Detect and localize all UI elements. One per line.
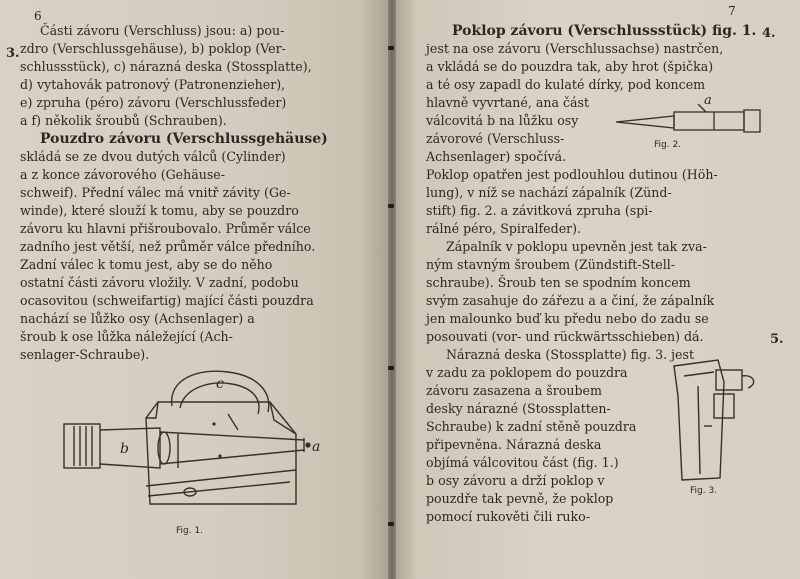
text-line: Achsenlager) spočívá. bbox=[426, 149, 567, 164]
text-line: nachází se lůžko osy (Achsenlager) a bbox=[20, 311, 255, 326]
text-line: závoru ku hlavni přišroubovalo. Průměr válce bbox=[20, 221, 311, 236]
margin-section-mark: 3. bbox=[6, 46, 20, 61]
text-line: zadního jest větší, než průměr válce předního. bbox=[20, 239, 316, 254]
figure-3-drawing bbox=[654, 356, 764, 484]
text-line: svým zasahuje do zářezu a a činí, že zápalník bbox=[426, 293, 715, 308]
text-line: a f) několik šroubů (Schrauben). bbox=[20, 113, 227, 128]
page-number: 7 bbox=[728, 4, 736, 18]
section-heading: Pouzdro závoru (Verschlussgehäuse) bbox=[40, 131, 328, 147]
text-line: posouvati (vor- und rückwärtsschieben) dá. bbox=[426, 329, 704, 344]
text-line: schlussstück), c) nárazná deska (Stossplatte), bbox=[20, 59, 312, 74]
text-line: desky nárazné (Stossplatten- bbox=[426, 401, 611, 416]
margin-section-mark: 4. bbox=[762, 26, 776, 41]
text-line: připevněna. Nárazná deska bbox=[426, 437, 602, 452]
text-line: ostatní části závoru vložily. V zadní, podobu bbox=[20, 275, 299, 290]
text-line: schraube). Šroub ten se spodním koncem bbox=[426, 275, 691, 290]
text-line: hlavně vyvrtané, ana část bbox=[426, 95, 590, 110]
text-line: rálné péro, Spiralfeder). bbox=[426, 221, 582, 236]
text-line: závorové (Verschluss- bbox=[426, 131, 565, 146]
text-line: a vkládá se do pouzdra tak, aby hrot (špička) bbox=[426, 59, 714, 74]
text-line: lung), v níž se nachází zápalník (Zünd- bbox=[426, 185, 672, 200]
figure-2-drawing bbox=[614, 98, 764, 142]
text-line: jest na ose závoru (Verschlussachse) nastrčen, bbox=[426, 41, 724, 56]
text-line: schweif). Přední válec má vnitř závity (Ge- bbox=[20, 185, 291, 200]
text-line: v zadu za poklopem do pouzdra bbox=[426, 365, 628, 380]
binding-stitch bbox=[388, 204, 394, 208]
text-line: objímá válcovitou část (fig. 1.) bbox=[426, 455, 619, 470]
text-line: skládá se ze dvou dutých válců (Cylinder) bbox=[20, 149, 286, 164]
text-line: Části závoru (Verschluss) jsou: a) pou- bbox=[40, 23, 285, 38]
section-heading-line: Nárazná deska (Stossplatte) fig. 3. jest bbox=[446, 347, 695, 362]
text-line: Poklop opatřen jest podlouhlou dutinou (Höh- bbox=[426, 167, 718, 182]
text-line: e) zpruha (péro) závoru (Verschlussfeder) bbox=[20, 95, 287, 110]
text-line: závoru zasazena a šroubem bbox=[426, 383, 602, 398]
figure-1-drawing bbox=[60, 364, 330, 524]
text-line: b osy závoru a drží poklop v bbox=[426, 473, 605, 488]
book-gutter bbox=[388, 0, 396, 579]
binding-stitch bbox=[388, 366, 394, 370]
figure-3-caption: Fig. 3. bbox=[690, 486, 718, 496]
text-line: pouzdře tak pevně, že poklop bbox=[426, 491, 614, 506]
text-line: Zadní válec k tomu jest, aby se do něho bbox=[20, 257, 273, 272]
left-page bbox=[0, 0, 392, 579]
binding-stitch bbox=[388, 522, 394, 526]
figure-1-caption: Fig. 1. bbox=[176, 526, 204, 536]
margin-section-mark: 5. bbox=[770, 332, 784, 347]
text-line: jen malounko buď ku předu nebo do zadu se bbox=[426, 311, 709, 326]
page-number: 6 bbox=[34, 9, 42, 23]
section-heading: Poklop závoru (Verschlussstück) fig. 1. bbox=[452, 23, 757, 39]
text-line: Schraube) k zadní stěně pouzdra bbox=[426, 419, 637, 434]
figure-label-a: a bbox=[312, 439, 321, 455]
text-line: d) vytahovák patronový (Patronenzieher), bbox=[20, 77, 286, 92]
text-line: válcovitá b na lůžku osy bbox=[426, 113, 579, 128]
text-line: a té osy zapadl do kulaté dírky, pod koncem bbox=[426, 77, 706, 92]
text-line: senlager-Schraube). bbox=[20, 347, 150, 362]
right-page bbox=[392, 0, 800, 579]
figure-2-label-a: a bbox=[704, 93, 712, 108]
text-line: winde), které slouží k tomu, aby se pouzdro bbox=[20, 203, 299, 218]
text-line: a z konce závorového (Gehäuse- bbox=[20, 167, 226, 182]
text-line: ným stavným šroubem (Zündstift-Stell- bbox=[426, 257, 676, 272]
binding-stitch bbox=[388, 46, 394, 50]
text-line: šroub k ose lůžka náležející (Ach- bbox=[20, 329, 233, 344]
figure-label-b: b bbox=[120, 441, 129, 457]
text-line: pomocí rukověti čili ruko- bbox=[426, 509, 590, 524]
text-line: ocasovitou (schweifartig) mající části pouzdra bbox=[20, 293, 314, 308]
text-line: stift) fig. 2. a závitková zpruha (spi- bbox=[426, 203, 653, 218]
text-line: Zápalník v poklopu upevněn jest tak zva- bbox=[446, 239, 707, 254]
text-line: zdro (Verschlussgehäuse), b) poklop (Ver- bbox=[20, 41, 286, 56]
figure-2-caption: Fig. 2. bbox=[654, 140, 682, 150]
figure-label-c: c bbox=[216, 376, 224, 392]
